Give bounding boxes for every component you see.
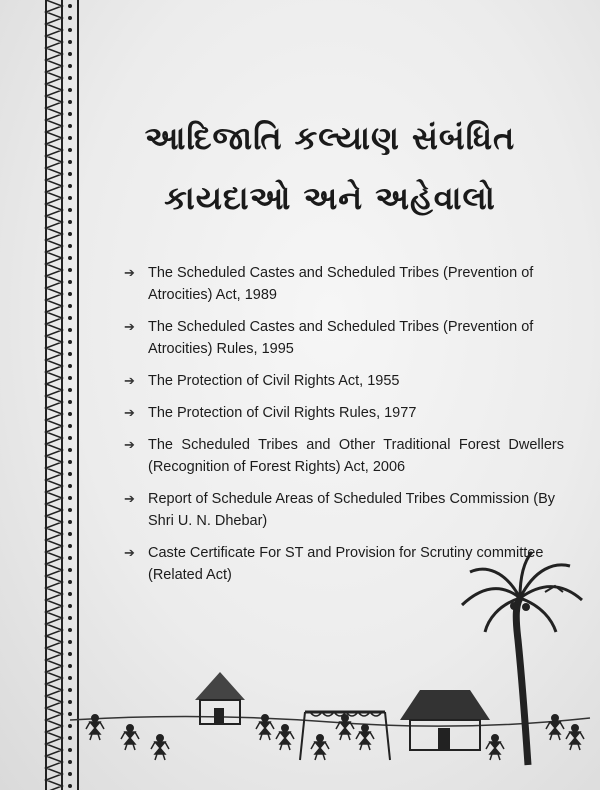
hut-icon xyxy=(400,690,490,750)
list-item-text: The Protection of Civil Rights Act, 1955 xyxy=(148,373,400,389)
arrow-bullet-icon: ➔ xyxy=(124,545,135,560)
stick-figure-icon xyxy=(311,735,329,760)
stick-figure-icon xyxy=(486,735,504,760)
list-item-text: Report of Schedule Areas of Scheduled Tribes Commission (By Shri U. N. Dhebar) xyxy=(148,491,556,529)
title-line-2: કાયદાઓ અને અહેવાલો xyxy=(164,179,496,217)
list-item-text: The Scheduled Tribes and Other Traditional Forest Dwellers (Recognition of Forest Rights) Act, 2006 xyxy=(148,437,564,475)
list-item-text: Caste Certificate For ST and Provision for Scrutiny committee (Related Act) xyxy=(148,545,544,583)
stick-figure-icon xyxy=(566,725,584,750)
stick-figure-icon xyxy=(546,715,564,740)
arrow-bullet-icon: ➔ xyxy=(124,405,135,420)
stick-figure-icon xyxy=(276,725,294,750)
stick-figure-icon xyxy=(121,725,139,750)
list-item-text: The Scheduled Castes and Scheduled Tribes (Prevention of Atrocities) Act, 1989 xyxy=(148,265,534,303)
arrow-bullet-icon: ➔ xyxy=(124,319,135,334)
arrow-bullet-icon: ➔ xyxy=(124,491,135,506)
arrow-bullet-icon: ➔ xyxy=(124,265,135,280)
arrow-bullet-icon: ➔ xyxy=(124,373,135,388)
stick-figure-icon xyxy=(336,715,354,740)
arrow-bullet-icon: ➔ xyxy=(124,437,135,452)
list-item-text: The Scheduled Castes and Scheduled Tribes (Prevention of Atrocities) Rules, 1995 xyxy=(148,319,534,357)
stick-figure-icon xyxy=(356,725,374,750)
title-line-1: આદિજાતિ કલ્યાણ સંબંધિત xyxy=(144,119,516,157)
list-item-text: The Protection of Civil Rights Rules, 1977 xyxy=(148,405,417,421)
stick-figure-icon xyxy=(151,735,169,760)
